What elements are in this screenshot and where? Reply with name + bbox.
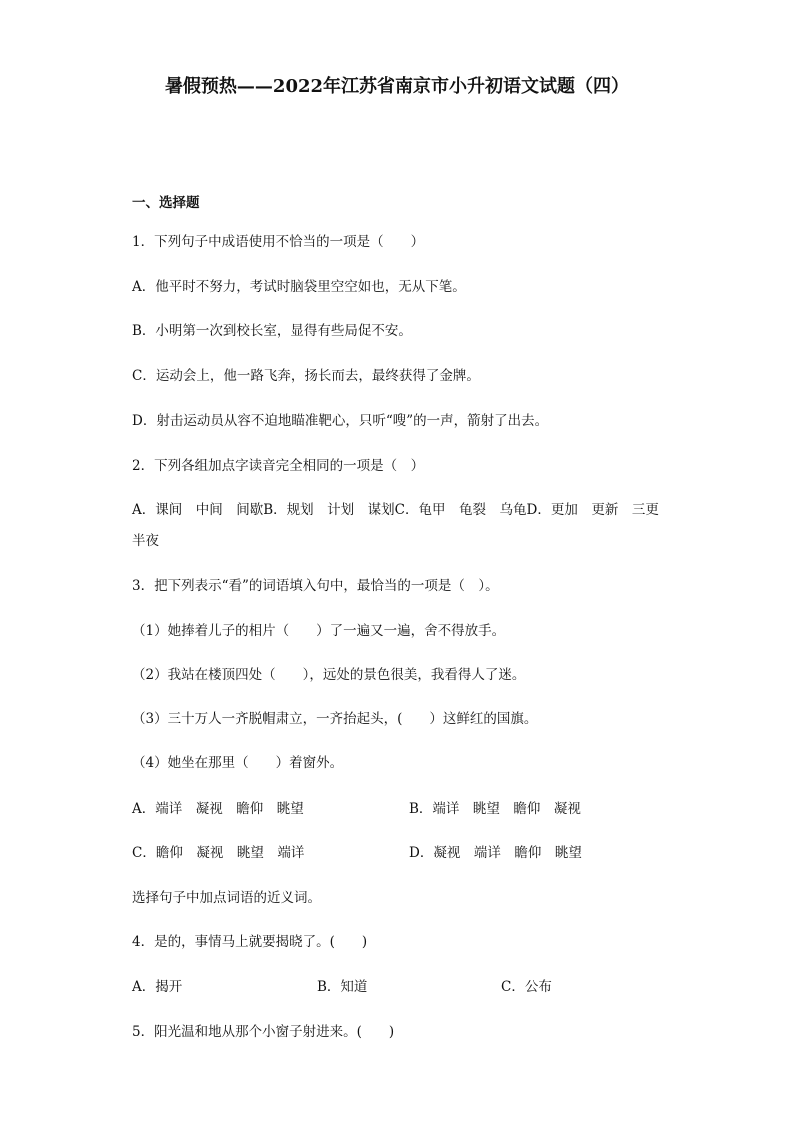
question-3-sentence-4: （4）她坐在那里（ ）着窗外。 bbox=[132, 755, 344, 771]
question-3-option-b: B．端详 眺望 瞻仰 凝视 bbox=[409, 801, 581, 817]
question-4-option-c: C．公布 bbox=[501, 979, 552, 995]
question-1-option-d: D．射击运动员从容不迫地瞄准靶心，只听“嗖”的一声，箭射了出去。 bbox=[132, 413, 549, 429]
question-4-stem: 4．是的，事情马上就要揭晓了。( ) bbox=[132, 934, 368, 950]
question-2-options: A．课间 中间 间歇B．规划 计划 谋划C．龟甲 龟裂 乌龟D．更加 更新 三更半夜 bbox=[132, 502, 659, 549]
question-1-option-b: B．小明第一次到校长室，显得有些局促不安。 bbox=[132, 323, 412, 339]
question-3-option-a: A．端详 凝视 瞻仰 眺望 bbox=[132, 801, 304, 817]
document-title: 暑假预热——2022年江苏省南京市小升初语文试题（四） bbox=[164, 76, 630, 97]
question-4-option-a: A．揭开 bbox=[132, 979, 183, 995]
instruction-synonyms: 选择句子中加点词语的近义词。 bbox=[132, 890, 321, 906]
question-1-stem: 1．下列句子中成语使用不恰当的一项是（ ） bbox=[132, 234, 425, 250]
section-heading-choice: 一、选择题 bbox=[132, 195, 200, 211]
question-2-stem: 2．下列各组加点字读音完全相同的一项是（ ） bbox=[132, 458, 425, 474]
question-1-option-a: A．他平时不努力，考试时脑袋里空空如也，无从下笔。 bbox=[132, 279, 466, 295]
question-3-sentence-3: （3）三十万人一齐脱帽肃立，一齐抬起头，( ）这鲜红的国旗。 bbox=[132, 711, 538, 727]
question-3-sentence-2: （2）我站在楼顶四处（ ），远处的景色很美，我看得人了迷。 bbox=[132, 667, 526, 683]
question-3-option-d: D．凝视 端详 瞻仰 眺望 bbox=[409, 845, 582, 861]
question-3-option-c: C．瞻仰 凝视 眺望 端详 bbox=[132, 845, 305, 861]
question-3-sentence-1: （1）她捧着儿子的相片（ ）了一遍又一遍，舍不得放手。 bbox=[132, 623, 506, 639]
question-1-option-c: C．运动会上，他一路飞奔，扬长而去，最终获得了金牌。 bbox=[132, 368, 480, 384]
question-3-stem: 3．把下列表示“看”的词语填入句中，最恰当的一项是（ ）。 bbox=[132, 578, 499, 594]
question-5-stem: 5．阳光温和地从那个小窗子射进来。( ) bbox=[132, 1024, 395, 1040]
question-4-option-b: B．知道 bbox=[317, 979, 368, 995]
